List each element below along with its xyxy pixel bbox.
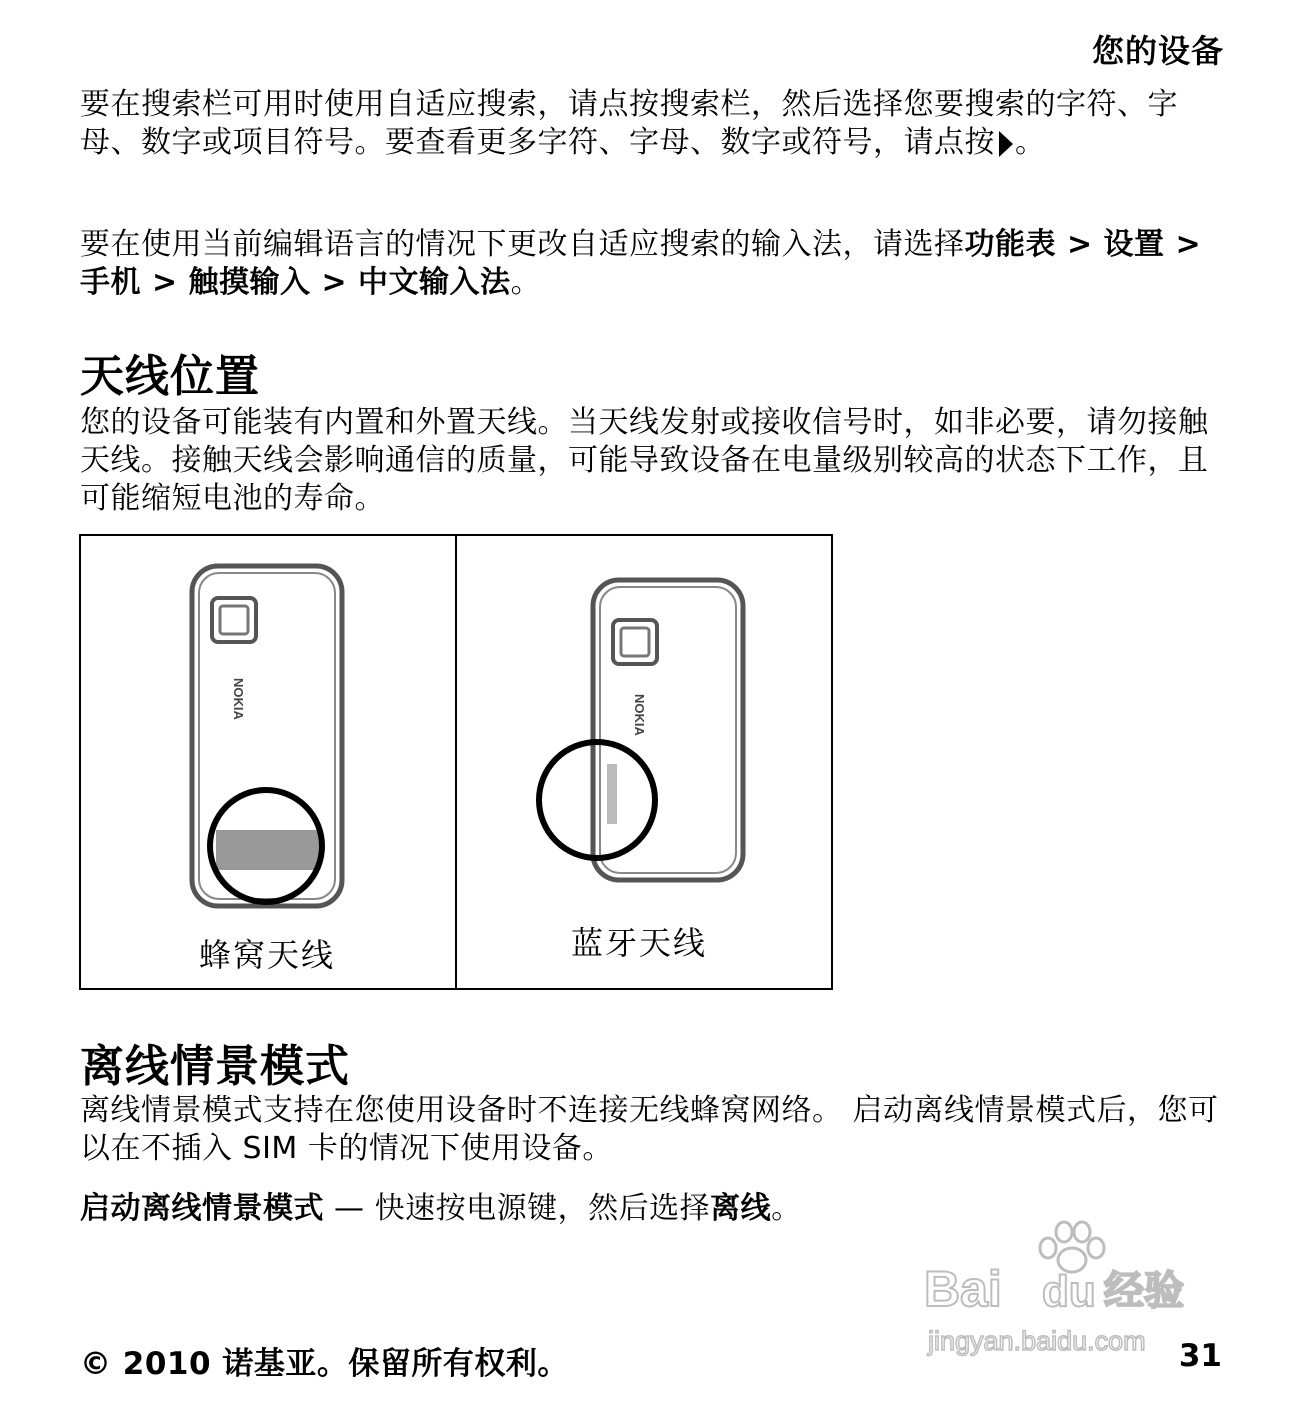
phone-cellular-illustration	[186, 560, 356, 920]
svg-text:NOKIA: NOKIA	[632, 694, 647, 736]
svg-text:du: du	[1042, 1267, 1096, 1316]
bluetooth-antenna-caption: 蓝牙天线	[571, 924, 708, 962]
svg-text:Bai: Bai	[924, 1261, 1002, 1317]
antenna-heading: 天线位置	[80, 351, 260, 402]
antenna-paragraph: 您的设备可能装有内置和外置天线。当天线发射或接收信号时，如非必要，请勿接触天线。接触天线会影响通信的质量，可能导致设备在电量级别较高的状态下工作，且可能缩短电池的寿命。	[80, 405, 1209, 516]
svg-text:NOKIA: NOKIA	[231, 678, 246, 720]
phone-bluetooth-illustration	[535, 568, 755, 898]
antenna-figure	[79, 534, 833, 990]
section-header: 您的设备	[1091, 32, 1224, 70]
offline-heading: 离线情景模式	[80, 1041, 350, 1092]
offline-paragraph: 离线情景模式支持在您使用设备时不连接无线蜂窝网络。 启动离线情景模式后，您可以在不插入 SIM 卡的情况下使用设备。	[80, 1093, 1219, 1166]
figure-divider	[455, 536, 457, 988]
page-number: 31	[1178, 1338, 1222, 1374]
baidu-watermark	[922, 1218, 1222, 1368]
paragraph-adaptive-search: 要在搜索栏可用时使用自适应搜索，请点按搜索栏，然后选择您要搜索的字符、字母、数字或项目符号。要查看更多字符、字母、数字或符号，请点按 。	[80, 87, 1178, 160]
menu-path: 功能表 > 设置 > 手机 > 触摸输入 > 中文输入法	[80, 227, 1202, 300]
paragraph-input-method: 要在使用当前编辑语言的情况下更改自适应搜索的输入法，请选择功能表 > 设置 > 手机 > 触摸输入 > 中文输入法。	[80, 227, 1202, 300]
svg-text:jingyan.baidu.com: jingyan.baidu.com	[928, 1326, 1146, 1356]
cellular-antenna-area	[216, 830, 320, 870]
offline-tip: 启动离线情景模式 — 快速按电源键，然后选择离线。	[80, 1191, 802, 1226]
cellular-antenna-caption: 蜂窝天线	[199, 936, 336, 974]
right-arrow-icon	[999, 131, 1013, 157]
svg-text:经验: 经验	[1104, 1268, 1184, 1314]
copyright: © 2010 诺基亚。保留所有权利。	[80, 1346, 569, 1382]
